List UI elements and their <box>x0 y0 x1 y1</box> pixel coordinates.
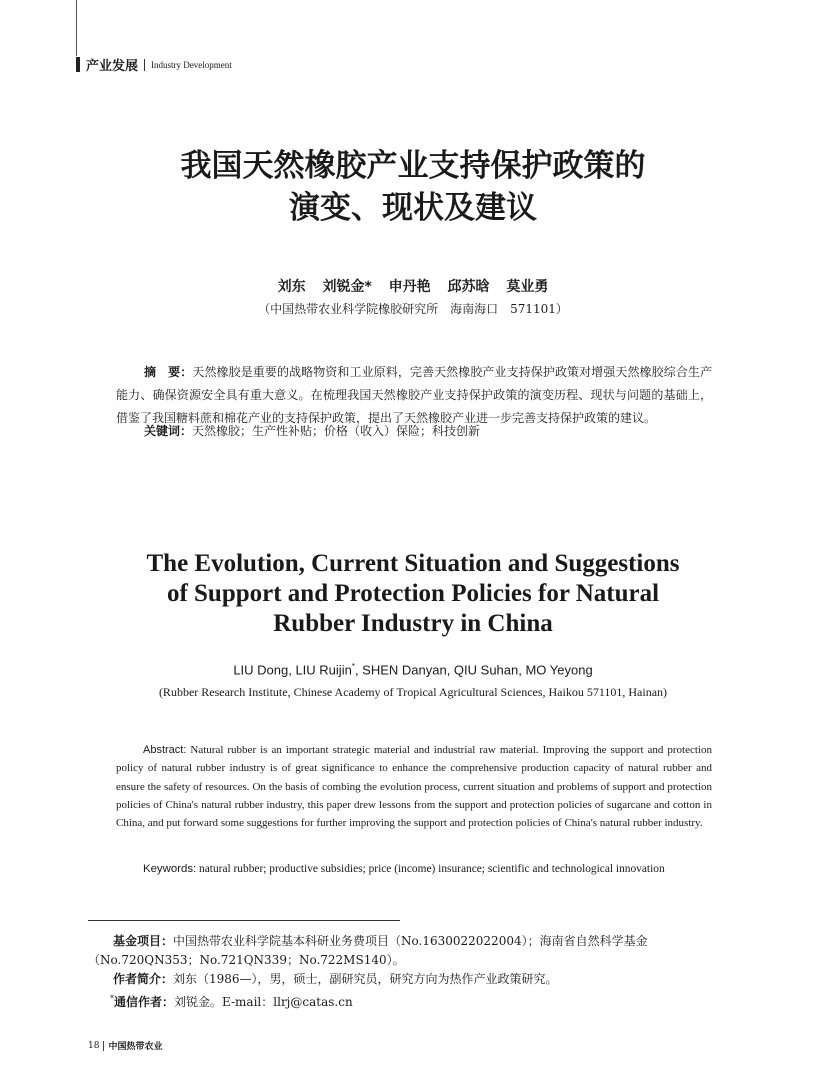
author-zh: 莫业勇 <box>506 279 549 295</box>
keywords-en-label: Keywords: <box>143 863 197 875</box>
author-bio-text: 刘东（1986—），男，硕士，副研究员，研究方向为热作产业政策研究。 <box>173 972 558 986</box>
abstract-zh <box>116 361 712 430</box>
page-number: 18 <box>88 1040 100 1051</box>
abstract-en-text: Natural rubber is an important strategic material and industrial raw material. Improving the support and protection policy of natural rubber industry is of great significance to enhance the comprehensive production capacity of natural rubber and ensure the safety of resources. On the basis of combing the evolution process, current situation and problems of support and protection policies of China's natural rubber industry, this paper drew lessons from the support and protection policies of sugarcane and cotton in China, and put forward some suggestions for further improving the support and protection policies of China's natural rubber industry. <box>116 744 712 830</box>
title-en-line-3: Rubber Industry in China <box>273 610 553 637</box>
author-bio-label: 作者简介： <box>113 972 174 986</box>
corresponding-mark: * <box>351 662 355 671</box>
fund-text: 中国热带农业科学院基本科研业务费项目（No.1630022022004）；海南省自然科学基金（No.720QN353；No.721QN339；No.722MS140）。 <box>88 934 648 967</box>
keywords-en <box>116 860 712 878</box>
authors-en-part2: , SHEN Danyan, QIU Suhan, MO Yeyong <box>354 662 593 678</box>
fund-label: 基金项目： <box>113 934 174 948</box>
title-zh-line-1: 我国天然橡胶产业支持保护政策的 <box>180 148 646 184</box>
author-zh: 邱苏晗 <box>447 279 490 295</box>
footnote-fund <box>88 932 748 970</box>
affiliation-en: (Rubber Research Institute, Chinese Academy of Tropical Agricultural Sciences, Haikou 571101, Hainan) <box>158 685 668 699</box>
footer-divider <box>103 1041 104 1051</box>
abstract-zh-label: 摘 要： <box>144 365 193 379</box>
abstract-en <box>116 741 712 832</box>
section-marker <box>76 57 80 72</box>
keywords-zh-label: 关键词： <box>144 424 193 438</box>
section-header <box>76 55 232 74</box>
authors-zh <box>0 276 826 296</box>
footnote-author <box>113 970 753 989</box>
corr-mark: * <box>110 994 114 1003</box>
author-zh: 刘锐金* <box>322 279 372 295</box>
header-rule <box>76 0 77 56</box>
author-zh: 刘东 <box>277 279 306 295</box>
title-en-line-1: The Evolution, Current Situation and Suggestions <box>146 550 680 577</box>
section-title-zh: 产业发展 <box>86 59 139 74</box>
section-title-en: Industry Development <box>151 59 232 70</box>
paper-title-en <box>0 549 826 639</box>
footnote-corresponding <box>110 989 750 1012</box>
keywords-en-text: natural rubber; productive subsidies; price (income) insurance; scientific and technological innovation <box>196 863 665 875</box>
footnote-rule <box>88 920 400 921</box>
authors-en <box>0 662 826 677</box>
abstract-en-label: Abstract: <box>143 744 187 756</box>
title-zh-line-2: 演变、现状及建议 <box>289 190 537 226</box>
author-zh: 申丹艳 <box>388 279 431 295</box>
affiliation-zh: （中国热带农业科学院橡胶研究所 海南海口 571101） <box>258 302 568 316</box>
authors-en-part1: LIU Dong, LIU Ruijin <box>233 662 352 678</box>
paper-title-zh <box>0 145 826 229</box>
keywords-zh-text: 天然橡胶；生产性补贴；价格（收入）保险；科技创新 <box>192 424 481 438</box>
corr-label: 通信作者： <box>114 995 175 1009</box>
keywords-zh <box>116 422 712 439</box>
corr-text: 刘锐金。E-mail：llrj@catas.cn <box>174 995 353 1009</box>
abstract-zh-text: 天然橡胶是重要的战略物资和工业原料，完善天然橡胶产业支持保护政策对增强天然橡胶综合生产能力、确保资源安全具有重大意义。在梳理我国天然橡胶产业支持保护政策的演变历程、现状与问题的基础上，借鉴了我国糖料蔗和棉花产业的支持保护政策，提出了天然橡胶产业进一步完善支持保护政策的建议。 <box>116 365 712 425</box>
journal-name: 中国热带农业 <box>108 1042 163 1052</box>
title-en-line-2: of Support and Protection Policies for Natural <box>166 580 660 607</box>
page-footer <box>88 1039 162 1052</box>
section-divider <box>144 59 145 71</box>
